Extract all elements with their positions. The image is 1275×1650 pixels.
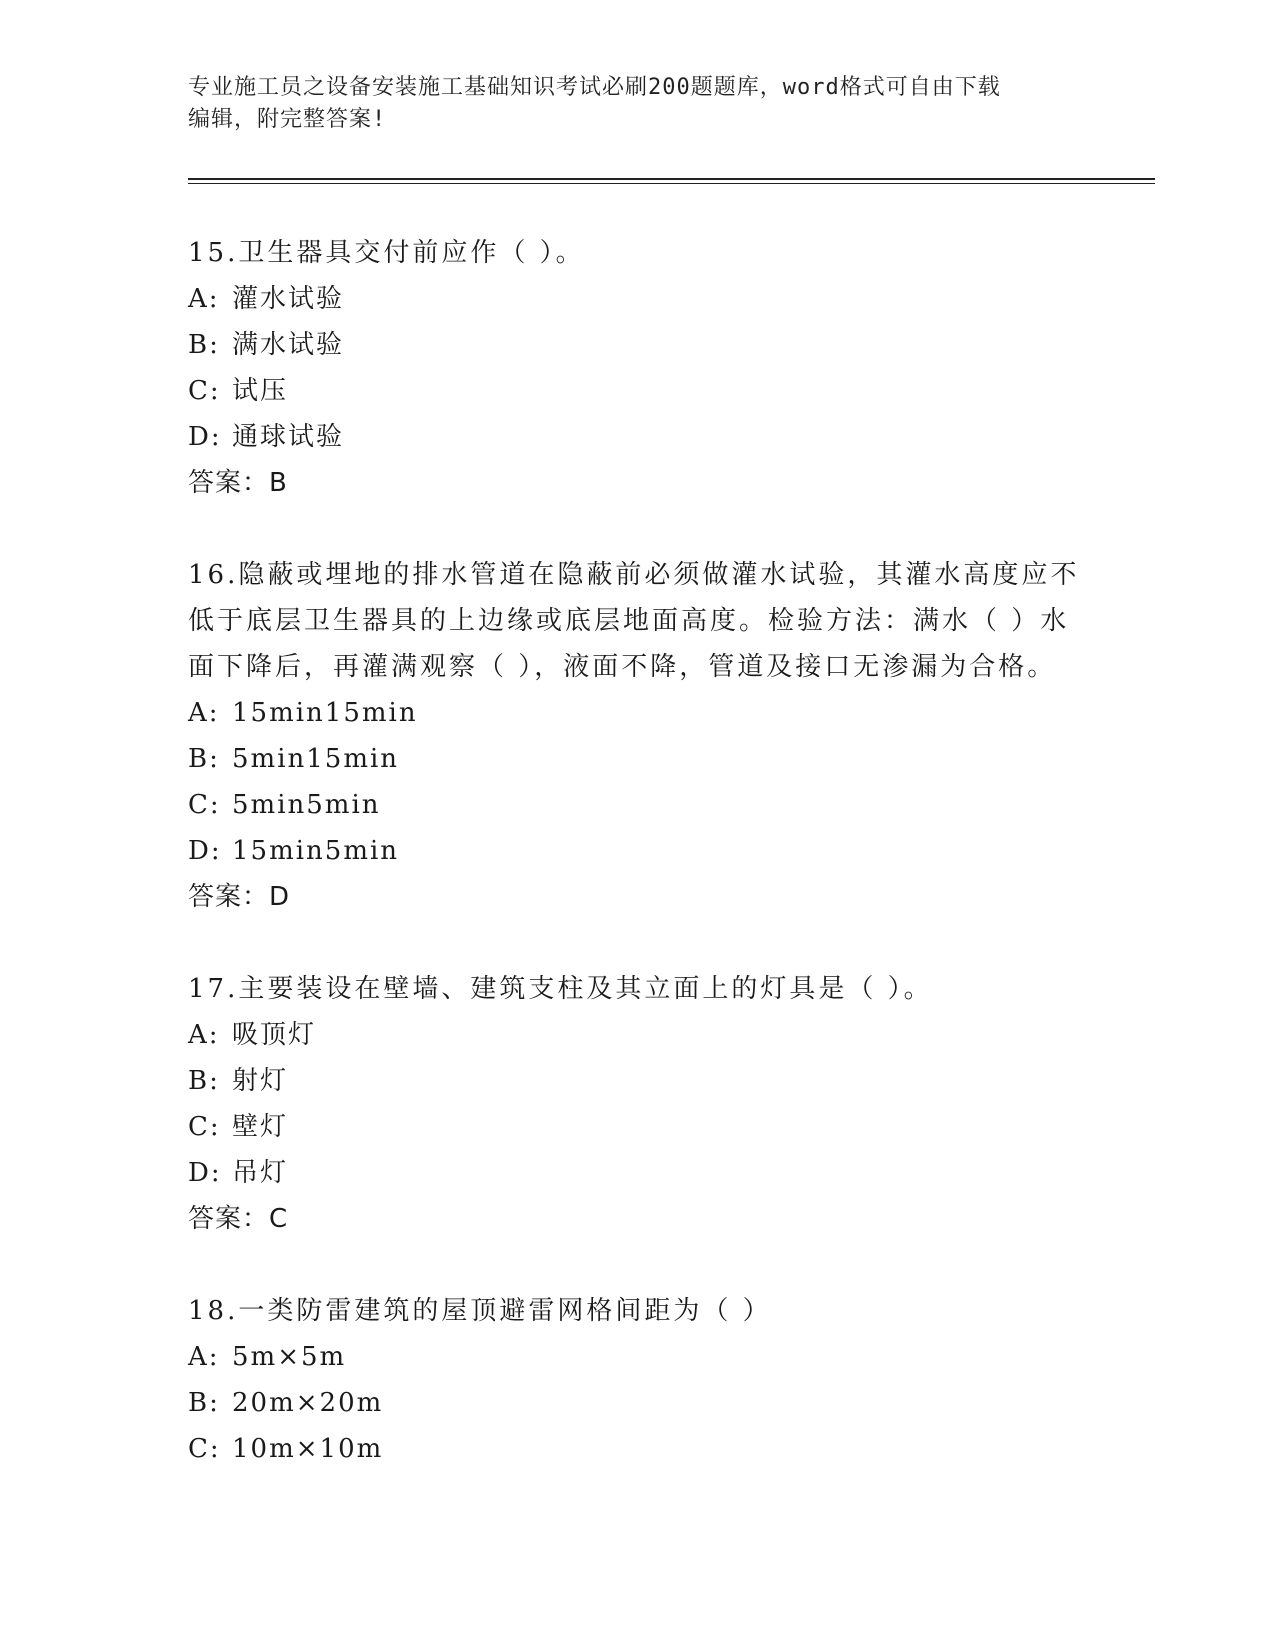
option-d xyxy=(188,414,1088,460)
option-b xyxy=(188,1058,1088,1104)
option-text: 壁灯 xyxy=(232,1112,289,1142)
option-text: 吸顶灯 xyxy=(232,1020,317,1050)
option-letter: A: xyxy=(188,1020,220,1050)
question-stem: 15.卫生器具交付前应作（ ）。 xyxy=(188,238,585,268)
header-title-line-2: 编辑，附完整答案! xyxy=(188,107,387,132)
option-a xyxy=(188,690,1088,736)
option-text: 5min15min xyxy=(232,744,400,774)
question-stem: 18.一类防雷建筑的屋顶避雷网格间距为（ ） xyxy=(188,1296,772,1326)
option-b xyxy=(188,1380,1088,1426)
option-c xyxy=(188,368,1088,414)
option-letter: C: xyxy=(188,376,221,406)
option-c xyxy=(188,1104,1088,1150)
option-text: 射灯 xyxy=(232,1066,289,1096)
option-a xyxy=(188,1334,1088,1380)
document-header xyxy=(188,72,1088,136)
question-list xyxy=(188,230,1088,1518)
option-letter: D: xyxy=(188,422,222,452)
option-letter: D: xyxy=(188,1158,222,1188)
question-18 xyxy=(188,1288,1088,1472)
option-text: 15min5min xyxy=(232,836,400,866)
option-text: 10m×10m xyxy=(232,1434,384,1464)
question-16 xyxy=(188,552,1088,920)
option-a xyxy=(188,276,1088,322)
option-text: 试压 xyxy=(232,376,289,406)
option-b xyxy=(188,736,1088,782)
option-letter: D: xyxy=(188,836,222,866)
option-text: 15min15min xyxy=(232,698,418,728)
option-text: 20m×20m xyxy=(232,1388,384,1418)
option-letter: B: xyxy=(188,1388,220,1418)
option-text: 吊灯 xyxy=(232,1158,289,1188)
option-d xyxy=(188,1150,1088,1196)
answer-line: 答案：D xyxy=(188,882,291,912)
option-text: 通球试验 xyxy=(232,422,345,452)
header-divider xyxy=(188,178,1155,180)
option-text: 满水试验 xyxy=(232,330,345,360)
option-letter: C: xyxy=(188,790,221,820)
option-letter: B: xyxy=(188,330,220,360)
option-b xyxy=(188,322,1088,368)
question-stem: 17.主要装设在壁墙、建筑支柱及其立面上的灯具是（ ）。 xyxy=(188,974,933,1004)
option-c xyxy=(188,782,1088,828)
option-text: 5min5min xyxy=(232,790,381,820)
answer-line: 答案：C xyxy=(188,1204,289,1234)
option-letter: A: xyxy=(188,1342,220,1372)
option-letter: C: xyxy=(188,1434,221,1464)
option-a xyxy=(188,1012,1088,1058)
question-17 xyxy=(188,966,1088,1242)
option-text: 灌水试验 xyxy=(232,284,345,314)
header-title-line-1: 专业施工员之设备安装施工基础知识考试必刷200题题库，word格式可自由下载 xyxy=(188,75,1001,100)
option-letter: A: xyxy=(188,698,220,728)
option-letter: B: xyxy=(188,744,220,774)
header-divider-thin xyxy=(188,183,1155,184)
option-c xyxy=(188,1426,1088,1472)
option-letter: A: xyxy=(188,284,220,314)
answer-line: 答案：B xyxy=(188,468,288,498)
option-d xyxy=(188,828,1088,874)
question-stem: 16.隐蔽或埋地的排水管道在隐蔽前必须做灌水试验，其灌水高度应不低于底层卫生器具的上边缘或底层地面高度。检验方法：满水（ ）水面下降后，再灌满观察（ ），液面不降，管道及接口无渗漏为合格。 xyxy=(188,560,1080,682)
question-15 xyxy=(188,230,1088,506)
option-letter: C: xyxy=(188,1112,221,1142)
option-text: 5m×5m xyxy=(232,1342,347,1372)
option-letter: B: xyxy=(188,1066,220,1096)
